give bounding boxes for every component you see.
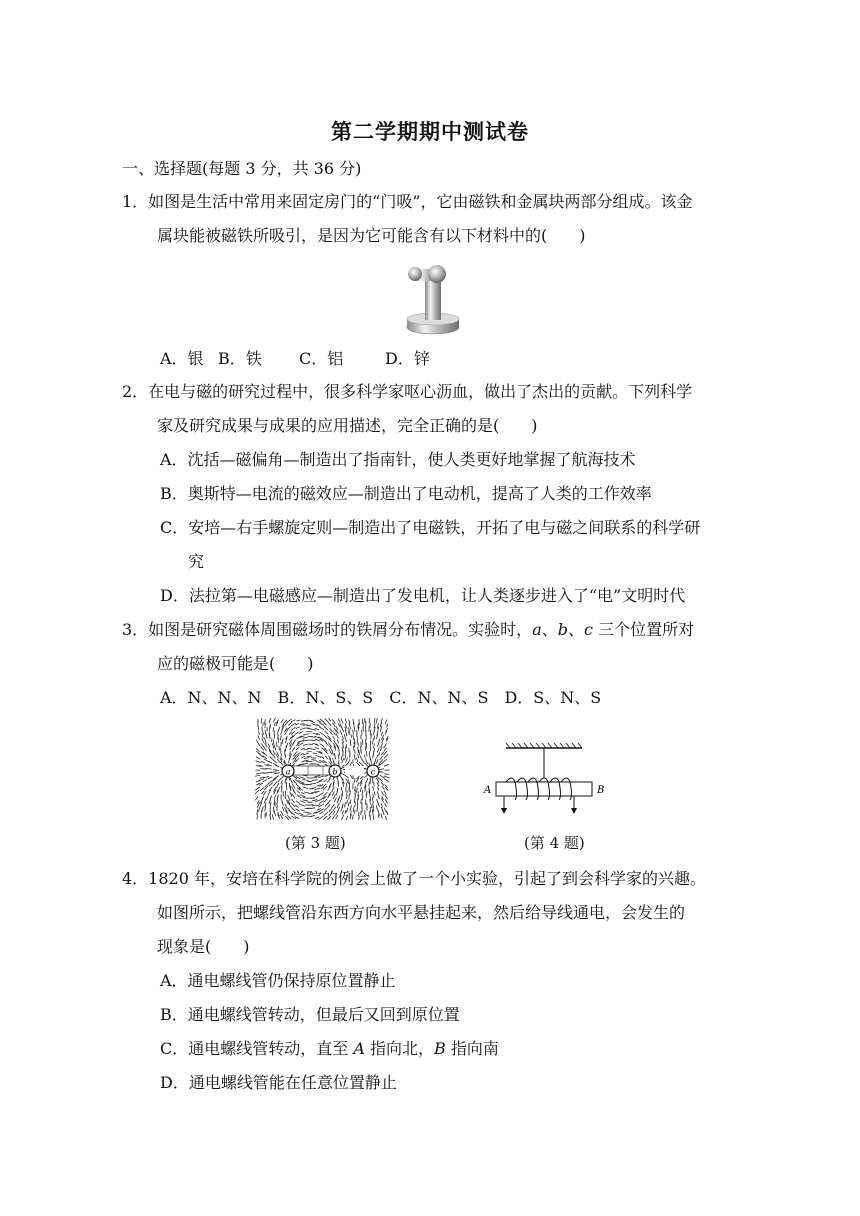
q1-options xyxy=(160,348,430,370)
iron-filing xyxy=(371,759,372,764)
pole-label-a: a xyxy=(285,767,291,777)
q2-option-b[interactable]: B．奥斯特—电流的磁效应—制造出了电动机，提高了人类的工作效率 xyxy=(160,484,652,503)
iron-filing xyxy=(270,726,271,731)
q3-options[interactable]: A．N、N、N B．N、S、S C．N、N、S D．S、N、S xyxy=(160,688,602,707)
iron-filing xyxy=(370,742,371,747)
iron-filing xyxy=(347,795,348,798)
q3-text-line2: 应的磁极可能是( ) xyxy=(157,654,314,673)
iron-filing xyxy=(346,744,347,748)
q2-text-line2: 家及研究成果与成果的应用描述，完全正确的是( ) xyxy=(157,416,538,435)
q4-text-line1: 4．1820 年，安培在科学院的例会上做了一个小实验，引起了到会科学家的兴趣。 xyxy=(122,869,706,888)
iron-filing xyxy=(359,724,360,729)
iron-filing xyxy=(285,791,286,795)
iron-filing xyxy=(370,730,371,735)
q2-text-line1: 2．在电与磁的研究过程中，很多科学家呕心沥血，做出了杰出的贡献。下列科学 xyxy=(122,382,693,401)
iron-filing xyxy=(370,807,371,812)
iron-filing xyxy=(359,816,360,820)
iron-filing xyxy=(353,746,354,750)
iron-filing xyxy=(373,786,374,790)
iron-filing xyxy=(304,776,308,777)
iron-filing xyxy=(304,734,309,735)
iron-filing xyxy=(269,734,270,738)
iron-filing xyxy=(355,803,356,807)
q2-option-c-continued: 究 xyxy=(188,552,205,571)
solenoid-end-b-label: B xyxy=(597,785,605,796)
iron-filing xyxy=(357,734,358,738)
q1-option-b[interactable]: B．铁 xyxy=(218,349,262,368)
iron-filing xyxy=(265,730,266,734)
iron-filing xyxy=(307,752,312,753)
door-stopper-image xyxy=(375,255,485,339)
page-title: 第二学期期中测试卷 xyxy=(331,119,529,144)
iron-filing xyxy=(358,798,359,803)
iron-filing xyxy=(258,726,259,730)
q4-option-b[interactable]: B．通电螺线管转动，但最后又回到原位置 xyxy=(160,1005,460,1024)
iron-filing xyxy=(374,782,375,786)
iron-filing xyxy=(264,773,268,774)
pole-label-b: b xyxy=(332,767,338,777)
q2-option-a[interactable]: A．沈括—磁偏角—制造出了指南针，使人类更好地掌握了航海技术 xyxy=(160,450,636,469)
iron-filing xyxy=(261,719,262,723)
q2-option-d[interactable]: D．法拉第—电磁感应—制造出了发电机，让人类逐步进入了“电”文明时代 xyxy=(160,586,686,605)
q1-option-a[interactable]: A．银 xyxy=(160,349,204,368)
q1-text-line1: 1．如图是生活中常用来固定房门的“门吸”，它由磁铁和金属块两部分组成。该金 xyxy=(122,192,693,211)
iron-filing xyxy=(373,816,374,820)
q1-option-d[interactable]: D．锌 xyxy=(385,349,430,368)
q4-option-c[interactable]: C．通电螺线管转动，直至 A 指向北，B 指向南 xyxy=(160,1039,499,1058)
q4-text-line2: 如图所示，把螺线管沿东西方向水平悬挂起来，然后给导线通电，会发生的 xyxy=(157,903,686,922)
q3-text-line1: 3．如图是研究磁体周围磁场时的铁屑分布情况。实验时，a、b、c 三个位置所对 xyxy=(122,620,695,639)
figure-3-caption: (第 3 题) xyxy=(285,834,346,852)
q2-option-c[interactable]: C．安培—右手螺旋定则—制造出了电磁铁，开拓了电与磁之间联系的科学研 xyxy=(160,518,701,537)
q1-text-line2: 属块能被磁铁所吸引，是因为它可能含有以下材料中的( ) xyxy=(157,226,586,245)
section-heading: 一、选择题(每题 3 分，共 36 分) xyxy=(122,159,362,178)
pole-label-c: c xyxy=(370,767,376,777)
solenoid-figure xyxy=(482,742,610,818)
q4-option-d[interactable]: D．通电螺线管能在任意位置静止 xyxy=(160,1073,397,1092)
iron-filing xyxy=(358,795,359,800)
iron-filing xyxy=(355,810,356,813)
iron-filing xyxy=(274,807,275,812)
q4-option-a[interactable]: A．通电螺线管仍保持原位置静止 xyxy=(160,971,396,990)
iron-filing xyxy=(370,756,371,760)
iron-filings-figure xyxy=(255,718,392,820)
iron-filing xyxy=(307,784,311,785)
iron-filing xyxy=(355,795,356,799)
iron-filing xyxy=(312,778,317,779)
q4-text-line3: 现象是( ) xyxy=(157,937,250,956)
figure-4-caption: (第 4 题) xyxy=(524,834,585,852)
q1-option-c[interactable]: C．铝 xyxy=(299,349,344,368)
solenoid-end-a-label: A xyxy=(484,785,492,796)
iron-filing xyxy=(311,784,316,785)
iron-filing xyxy=(354,799,355,803)
iron-filing xyxy=(307,756,311,757)
iron-filing xyxy=(311,758,316,759)
